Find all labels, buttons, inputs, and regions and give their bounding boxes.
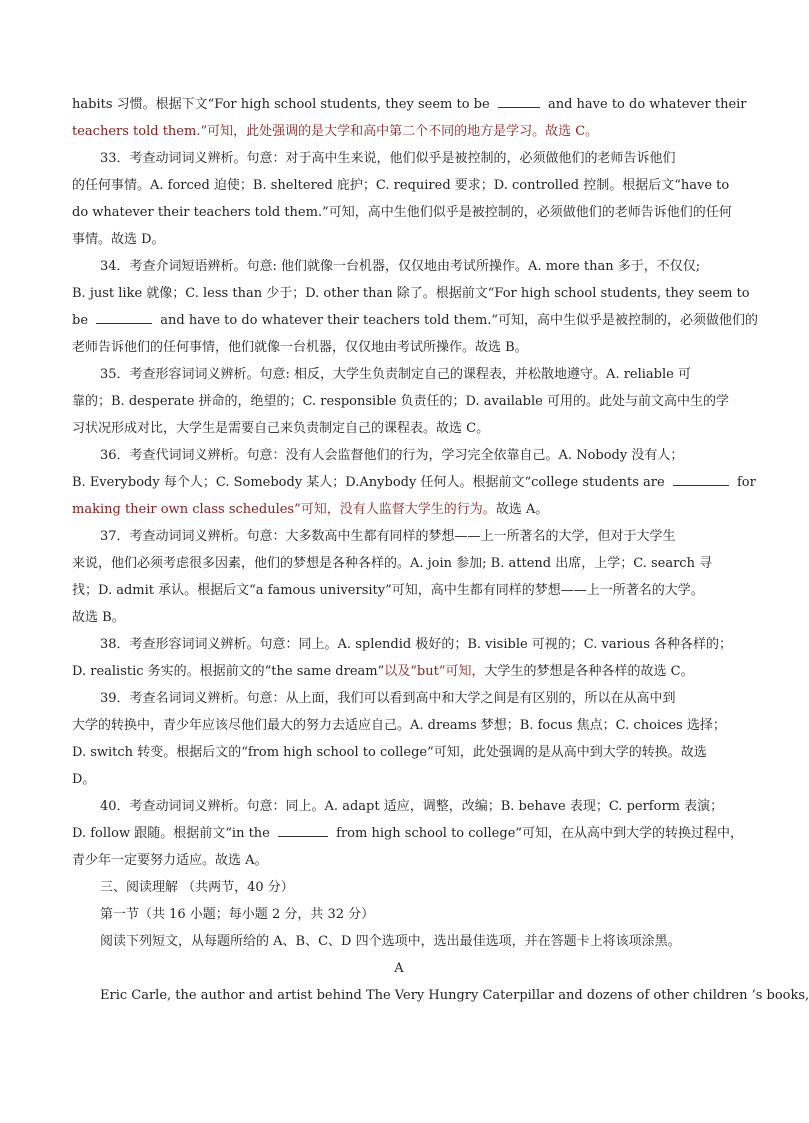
text-line: 38．考查形容词词义辨析。句意：同上。A. splendid 极好的；B. visible 可视的；C. various 各种各样的； [100, 637, 733, 652]
text-line: 36．考查代词词义辨析。句意：没有人会监督他们的行为，学习完全依靠自己。A. Nobody 没有人； [100, 448, 684, 463]
text-line: 老师告诉他们的任何事情，他们就像一台机器，仅仅地由考试所操作。故选 B。 [72, 340, 528, 355]
text-line [72, 496, 726, 523]
text-line [72, 469, 756, 496]
text-line [72, 307, 759, 334]
text-span: making their own class schedules” [72, 502, 301, 517]
text-line: D. switch 转变。根据后文的“from high school to college”可知，此处强调的是从高中到大学的转换。故选 [72, 745, 707, 760]
text-span: for [732, 475, 756, 490]
text-line: 35．考查形容词词义辨析。句意: 相反，大学生负责制定自己的课程表，并松散地遵守。A. reliable 可 [100, 367, 691, 382]
answer-blank [673, 471, 729, 486]
text-span: D. follow 跟随。根据前文“in the [72, 826, 274, 841]
text-line: 37．考查动词词义辨析。句意：大多数高中生都有同样的梦想——上一所著名的大学，但对于大学生 [100, 529, 676, 544]
answer-explanation-36 [72, 442, 756, 523]
text-line: 的任何事情。A. forced 迫使；B. sheltered 庇护；C. required 要求；D. controlled 控制。根据后文“have to [72, 178, 730, 193]
text-span: be [72, 313, 93, 328]
text-line: D。 [72, 772, 96, 787]
answer-blank [278, 822, 328, 837]
text-line [72, 820, 744, 847]
text-line [72, 91, 747, 118]
text-line: 39．考查名词词义辨析。句意：从上面，我们可以看到高中和大学之间是有区别的，所以在从高中到 [100, 691, 676, 706]
passage-text: Eric Carle, the author and artist behind The Very Hungry Caterpillar and dozens of other children ’s books, [100, 988, 809, 1003]
section-instruction: 阅读下列短文，从每题所给的 A、B、C、D 四个选项中，选出最佳选项，并在答题卡上将该项涂黑。 [100, 934, 681, 949]
text-span: and have to do whatever their teachers told them.”可知，高中生似乎是被控制的，必须做他们的 [156, 313, 759, 328]
text-line: do whatever their teachers told them.”可知，高中生他们似乎是被控制的，必须做他们的老师告诉他们的任何 [72, 205, 732, 220]
text-line: 40．考查动词词义辨析。句意：同上。A. adapt 适应，调整，改编；B. behave 表现；C. perform 表演； [100, 799, 724, 814]
answer-explanation-33 [72, 145, 732, 253]
text-line: 33．考查动词词义辨析。句意：对于高中生来说，他们似乎是被控制的，必须做他们的老师告诉他们 [100, 151, 676, 166]
text-span: from high school to college”可知，在从高中到大学的转换过程中， [332, 826, 744, 841]
answer-explanation-37 [72, 523, 726, 631]
text-span: D. realistic 务实的。根据前文的“the same dream” [72, 664, 385, 679]
text-line: 来说，他们必须考虑很多因素，他们的梦想是各种各样的。A. join 参加; B. attend 出席，上学；C. search 寻 [72, 556, 713, 571]
answer-explanation-39 [72, 685, 726, 793]
text-line [72, 658, 726, 685]
text-line: B. just like 就像；C. less than 少于；D. other than 除了。根据前文“For high school students, they seem to [72, 286, 750, 301]
text-line: 青少年一定要努力适应。故选 A。 [72, 853, 268, 868]
text-line: 事情。故选 D。 [72, 232, 165, 247]
text-line: 习状况形成对比，大学生是需要自己来负责制定自己的课程表。故选 C。 [72, 421, 490, 436]
text-line: 34．考查介词短语辨析。句意: 他们就像一台机器，仅仅地由考试所操作。A. more than 多于，不仅仅; [100, 259, 701, 274]
text-span: B. Everybody 每个人；C. Somebody 某人；D.Anybody 任何人。根据前文“college students are [72, 475, 669, 490]
document-page [72, 91, 809, 1009]
answer-explanation-34 [72, 253, 759, 361]
text-span: 可知，没有人监督大学生的行为。 [300, 502, 496, 517]
section-heading: 三、阅读理解 （共两节，40 分） [100, 880, 294, 895]
answer-blank [96, 309, 152, 324]
text-span: 故选 A。 [495, 502, 549, 517]
text-line: 找；D. admit 承认。根据后文“a famous university”可知，高中生都有同样的梦想——上一所著名的大学。 [72, 583, 704, 598]
text-span: 大学生的梦想是各种各样的故选 C。 [484, 664, 694, 679]
text-line: 故选 B。 [72, 610, 125, 625]
text-line: 靠的；B. desperate 拼命的，绝望的；C. responsible 负责任的；D. available 可用的。此处与前文高中生的学 [72, 394, 729, 409]
text-span: habits 习惯。根据下文“For high school students, they seem to be [72, 97, 494, 112]
reading-section [72, 874, 809, 1009]
text-span: 以及“but”可知， [384, 664, 485, 679]
answer-explanation-38 [72, 631, 733, 685]
text-span: and have to do whatever their [543, 97, 747, 112]
section-subheading: 第一节（共 16 小题；每小题 2 分，共 32 分） [100, 907, 375, 922]
answer-blank [498, 93, 540, 108]
text-line: teachers told them.”可知，此处强调的是大学和高中第二个不同的地方是学习。故选 C。 [72, 124, 599, 139]
answer-explanation-32-continued [72, 91, 747, 145]
answer-explanation-40 [72, 793, 744, 874]
text-line: 大学的转换中，青少年应该尽他们最大的努力去适应自己。A. dreams 梦想；B. focus 焦点；C. choices 选择； [72, 718, 726, 733]
passage-label: A [394, 961, 404, 976]
answer-explanation-35 [72, 361, 729, 442]
